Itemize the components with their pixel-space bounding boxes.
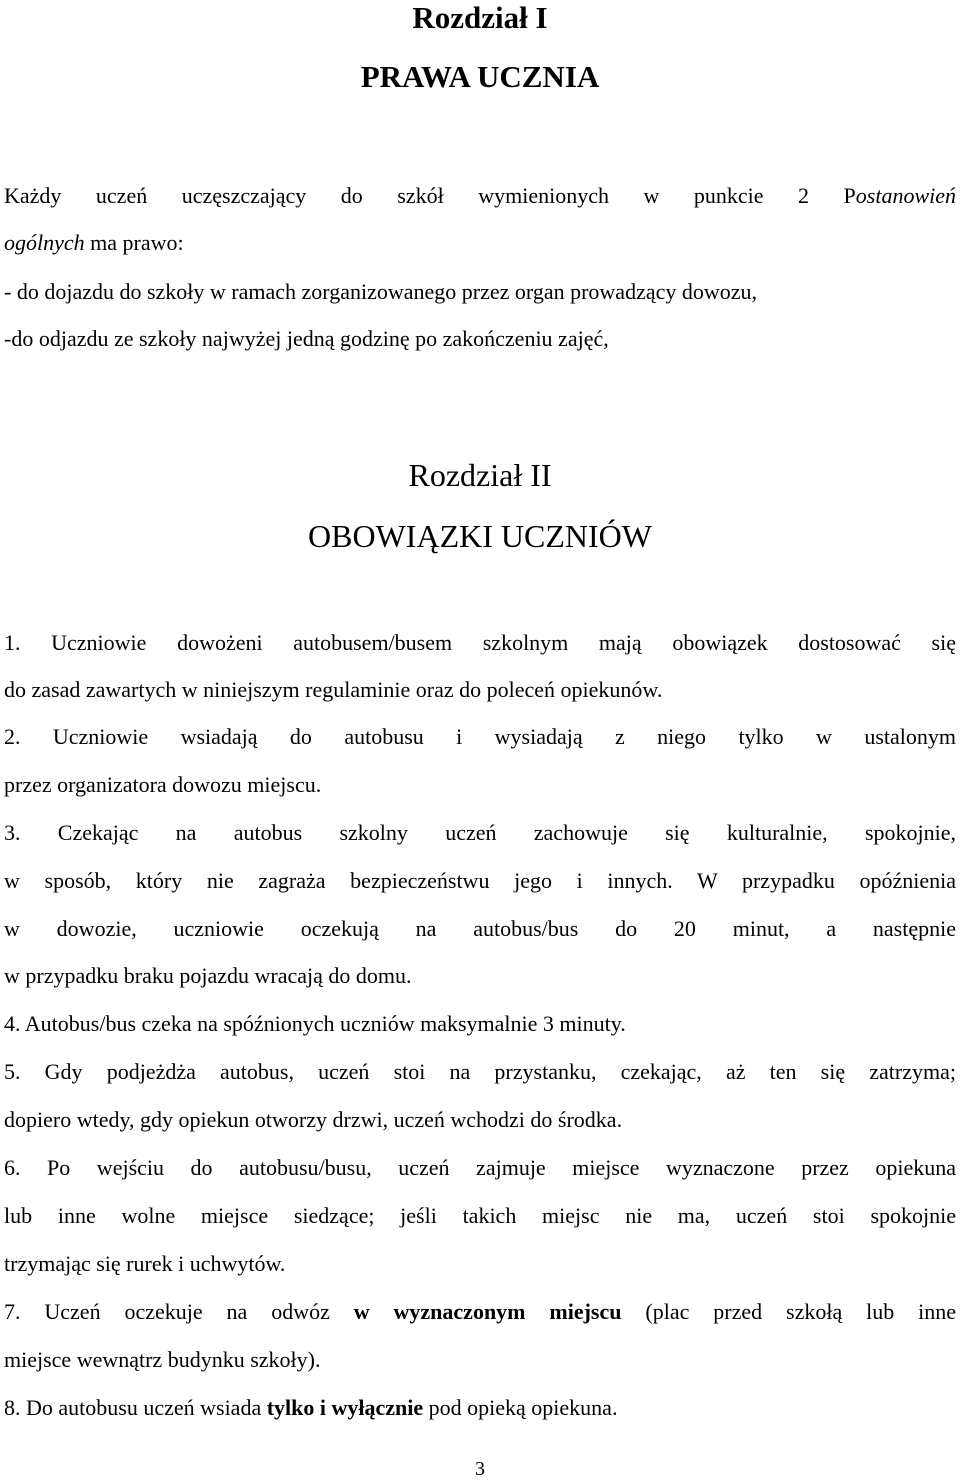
rule-1-line-2: do zasad zawartych w niniejszym regulaminie oraz do poleceń opiekunów.	[4, 677, 663, 702]
chapter-1-intro-line-2	[4, 230, 184, 256]
rule-7-bold: w wyznaczonym miejscu	[353, 1299, 622, 1324]
rule-5-line-2: dopiero wtedy, gdy opiekun otworzy drzwi, uczeń wchodzi do środka.	[4, 1107, 623, 1132]
intro-text-2: ma prawo:	[84, 230, 184, 255]
rule-3-line-3: w dowozie, uczniowie oczekują na autobus/bus do 20 minut, a następnie	[4, 916, 956, 941]
chapter-1-title: Rozdział I	[412, 0, 548, 35]
rule-7-line-2: miejsce wewnątrz budynku szkoły).	[4, 1347, 321, 1372]
rule-6-line-2: lub inne wolne miejsce siedzące; jeśli takich miejsc nie ma, uczeń stoi spokojnie	[4, 1203, 956, 1228]
rule-3-line-2: w sposób, który nie zagraża bezpieczeństwu jego i innych. W przypadku opóźnienia	[4, 868, 956, 893]
chapter-1-item-2: -do odjazdu ze szkoły najwyżej jedną godzinę po zakończeniu zajęć,	[4, 326, 609, 351]
chapter-2-subtitle: OBOWIĄZKI UCZNIÓW	[308, 518, 652, 554]
rule-3-line-1: 3. Czekając na autobus szkolny uczeń zachowuje się kulturalnie, spokojnie,	[4, 820, 956, 845]
intro-text: Każdy uczeń uczęszczający do szkół wymienionych w punkcie 2 P	[4, 183, 856, 208]
rule-7-line-1	[4, 1299, 956, 1325]
rule-2-line-1: 2. Uczniowie wsiadają do autobusu i wysiadają z niego tylko w ustalonym	[4, 724, 956, 749]
rule-8-text-b: pod opieką opiekuna.	[423, 1395, 618, 1420]
chapter-1-intro-line-1	[4, 183, 956, 209]
rule-8-text-a: 8. Do autobusu uczeń wsiada	[4, 1395, 267, 1420]
rule-1-line-1: 1. Uczniowie dowożeni autobusem/busem szkolnym mają obowiązek dostosować się	[4, 630, 956, 655]
chapter-1-item-1: - do dojazdu do szkoły w ramach zorganizowanego przez organ prowadzący dowozu,	[4, 279, 758, 304]
chapter-2-title: Rozdział II	[408, 457, 552, 493]
rule-2-line-2: przez organizatora dowozu miejscu.	[4, 772, 322, 797]
intro-italic: ostanowień	[855, 183, 956, 208]
rule-7-text-b: (plac przed szkołą lub inne	[621, 1299, 956, 1324]
chapter-1-subtitle: PRAWA UCZNIA	[360, 59, 600, 94]
rule-6-line-1: 6. Po wejściu do autobusu/busu, uczeń zajmuje miejsce wyznaczone przez opiekuna	[4, 1155, 956, 1180]
rule-8-line-1	[4, 1395, 617, 1421]
rule-7-text-a: 7. Uczeń oczekuje na odwóz	[4, 1299, 354, 1324]
rule-4-line-1: 4. Autobus/bus czeka na spóźnionych uczniów maksymalnie 3 minuty.	[4, 1011, 626, 1036]
intro-italic-2: ogólnych	[4, 230, 85, 255]
rule-8-bold: tylko i wyłącznie	[266, 1395, 424, 1420]
rule-5-line-1: 5. Gdy podjeżdża autobus, uczeń stoi na przystanku, czekając, aż ten się zatrzyma;	[4, 1059, 956, 1084]
rule-6-line-3: trzymając się rurek i uchwytów.	[4, 1251, 286, 1276]
rule-3-line-4: w przypadku braku pojazdu wracają do domu.	[4, 963, 412, 988]
page-number: 3	[475, 1458, 485, 1480]
